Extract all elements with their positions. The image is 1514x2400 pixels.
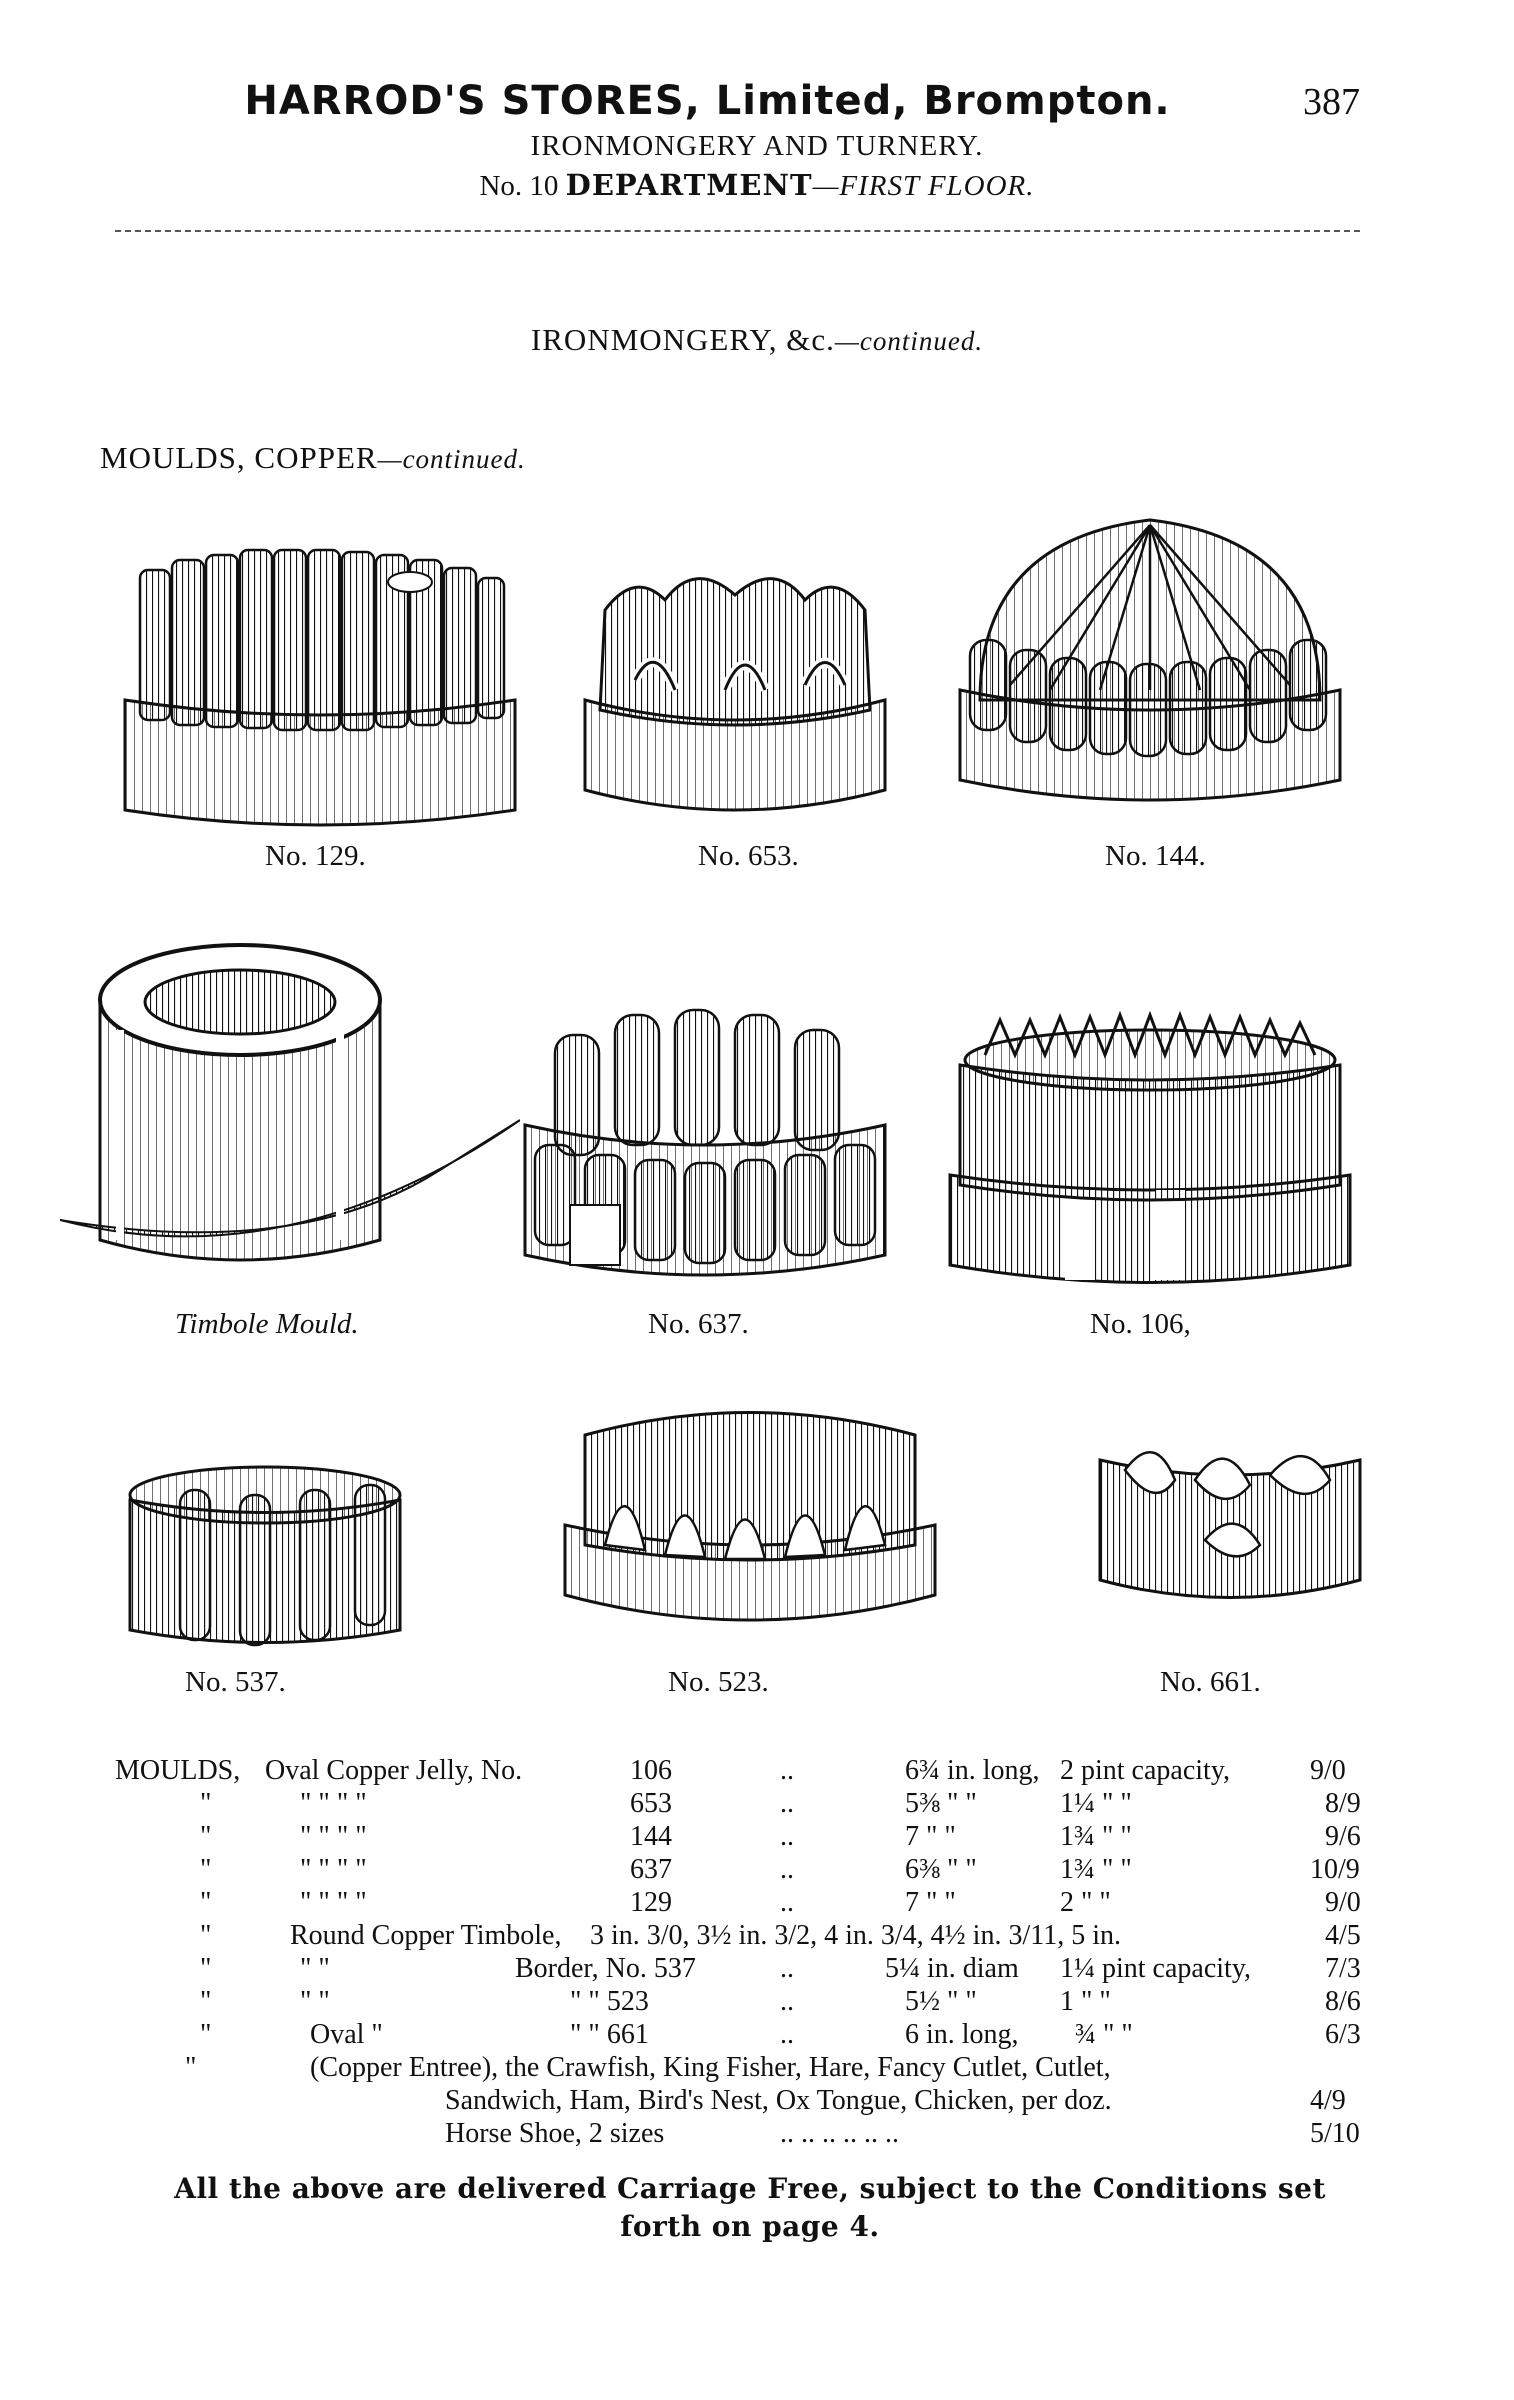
mould-caption: No. 106, — [1090, 1308, 1191, 1340]
page-number: 387 — [1303, 81, 1360, 123]
price-row-capacity: 1¼ pint capacity, — [1060, 1953, 1252, 1984]
price-row-capacity: 2 pint capacity, — [1060, 1755, 1231, 1786]
mould-caption: No. 129. — [265, 840, 366, 872]
price-row-dots: .. — [780, 2019, 794, 2050]
price-row — [0, 1920, 1514, 1956]
price-row — [0, 2085, 1514, 2121]
price-row-prefix: " — [200, 1854, 212, 1885]
price-row-size: 6¾ in. long, — [905, 1755, 1040, 1786]
border-ring-mould-icon — [120, 1440, 410, 1650]
turreted-mould-icon — [515, 995, 895, 1295]
price-row-price: 9/6 — [1325, 1821, 1361, 1852]
price-row-capacity: 1¾ " " — [1060, 1821, 1132, 1852]
price-row-capacity: 1¾ " " — [1060, 1854, 1132, 1885]
price-row — [0, 2019, 1514, 2055]
price-row-dots: .. — [780, 1755, 794, 1786]
price-row-price: 10/9 — [1310, 1854, 1360, 1885]
delivery-note-line1: All the above are delivered Carriage Free, subject to the Conditions set — [174, 2172, 1326, 2205]
price-row-prefix: " — [200, 1788, 212, 1819]
department-floor: —FIRST FLOOR. — [812, 170, 1035, 202]
price-row-price: 9/0 — [1310, 1755, 1346, 1786]
price-row-size: 7 " " — [905, 1887, 956, 1918]
store-name: HARROD'S STORES, Limited, Brompton. — [244, 78, 1171, 124]
price-row-prefix: MOULDS, — [115, 1755, 241, 1786]
price-row — [0, 1953, 1514, 1989]
price-row — [0, 1854, 1514, 1890]
section-title-text: IRONMONGERY, &c. — [530, 322, 835, 357]
price-row-item: " " " " — [300, 1854, 367, 1885]
price-row-price: 8/9 — [1325, 1788, 1361, 1819]
header-rule — [115, 230, 1360, 232]
mould-caption: No. 537. — [185, 1666, 286, 1698]
moulds-heading — [100, 440, 526, 476]
oval-fluted-mould-icon — [945, 1005, 1355, 1295]
page-header — [140, 78, 1360, 128]
price-row-item: " " — [300, 1953, 330, 1984]
price-row-number: " " 523 — [570, 1986, 649, 2017]
price-row-item: " " " " — [300, 1821, 367, 1852]
price-row-price: 8/6 — [1325, 1986, 1361, 2017]
price-row-size: 6 in. long, — [905, 2019, 1019, 2050]
price-row-dots: .. .. .. .. .. .. — [780, 2118, 899, 2149]
price-row — [0, 1755, 1514, 1791]
price-row-price: 6/3 — [1325, 2019, 1361, 2050]
scalloped-crown-mould-icon — [575, 540, 895, 830]
price-row-size: 5⅜ " " — [905, 1788, 977, 1819]
price-row-prefix: " — [200, 1986, 212, 2017]
price-row-item: Round Copper Timbole, — [290, 1920, 562, 1951]
price-row-prefix: " — [200, 2019, 212, 2050]
price-row-item: " " " " — [300, 1788, 367, 1819]
section-title — [0, 322, 1514, 358]
price-row-price: 9/0 — [1325, 1887, 1361, 1918]
price-row — [0, 2118, 1514, 2154]
price-row — [0, 1788, 1514, 1824]
price-row-item: Sandwich, Ham, Bird's Nest, Ox Tongue, Chicken, per doz. — [445, 2085, 1112, 2116]
mould-caption: No. 661. — [1160, 1666, 1261, 1698]
price-row-price: 4/5 — [1325, 1920, 1361, 1951]
price-row-sizes: 3 in. 3/0, 3½ in. 3/2, 4 in. 3/4, 4½ in. 3/11, 5 in. — [590, 1920, 1121, 1951]
oval-shell-mould-icon — [1095, 1420, 1365, 1610]
price-row-number: Border, No. 537 — [515, 1953, 696, 1984]
timbole-mould-icon — [60, 940, 520, 1280]
price-row-price: 7/3 — [1325, 1953, 1361, 1984]
price-row-capacity: 1 " " — [1060, 1986, 1111, 2017]
price-row-size: 7 " " — [905, 1821, 956, 1852]
price-row-number: 637 — [630, 1854, 672, 1885]
price-row-number: 129 — [630, 1887, 672, 1918]
mould-caption: No. 144. — [1105, 840, 1206, 872]
page-subtitle: IRONMONGERY AND TURNERY. — [530, 130, 984, 162]
domed-fluted-mould-icon — [950, 500, 1350, 820]
price-row-item: " " — [300, 1986, 330, 2017]
price-row-dots: .. — [780, 1986, 794, 2017]
moulds-heading-suffix: —continued. — [377, 444, 526, 474]
price-row-prefix: " — [200, 1821, 212, 1852]
price-row-number: 653 — [630, 1788, 672, 1819]
price-row-prefix: " — [185, 2052, 197, 2083]
price-row-capacity: ¾ " " — [1075, 2019, 1133, 2050]
fluted-column-mould-icon — [110, 530, 530, 830]
price-row-item: Horse Shoe, 2 sizes — [445, 2118, 665, 2149]
price-row-price: 4/9 — [1310, 2085, 1346, 2116]
arched-border-mould-icon — [555, 1395, 945, 1645]
price-row-prefix: " — [200, 1953, 212, 1984]
price-row-size: 5¼ in. diam — [885, 1953, 1019, 1984]
section-title-suffix: —continued. — [834, 326, 984, 356]
price-row — [0, 2052, 1514, 2088]
price-row-number: " " 661 — [570, 2019, 649, 2050]
delivery-note — [100, 2170, 1400, 2246]
price-row-number: 106 — [630, 1755, 672, 1786]
moulds-heading-text: MOULDS, COPPER — [100, 440, 378, 475]
price-row-number: 144 — [630, 1821, 672, 1852]
price-row-size: 6⅜ " " — [905, 1854, 977, 1885]
price-row-prefix: " — [200, 1887, 212, 1918]
price-row-price: 5/10 — [1310, 2118, 1360, 2149]
price-row — [0, 1821, 1514, 1857]
mould-caption: No. 637. — [648, 1308, 749, 1340]
price-row-prefix: " — [200, 1920, 212, 1951]
price-row-item: Oval Copper Jelly, No. — [265, 1755, 523, 1786]
department-label: DEPARTMENT — [565, 168, 813, 202]
price-row-size: 5½ " " — [905, 1986, 977, 2017]
delivery-note-line2: forth on page 4. — [620, 2210, 880, 2243]
price-row-item: Oval " — [310, 2019, 383, 2050]
mould-caption: No. 653. — [698, 840, 799, 872]
department-line — [0, 168, 1514, 203]
price-row-item: (Copper Entree), the Crawfish, King Fisher, Hare, Fancy Cutlet, Cutlet, — [310, 2052, 1111, 2083]
price-row-dots: .. — [780, 1821, 794, 1852]
price-row-item: " " " " — [300, 1887, 367, 1918]
mould-caption: No. 523. — [668, 1666, 769, 1698]
price-row-dots: .. — [780, 1953, 794, 1984]
price-row — [0, 1986, 1514, 2022]
price-row-dots: .. — [780, 1887, 794, 1918]
department-number: No. 10 — [479, 170, 559, 202]
price-row-capacity: 1¼ " " — [1060, 1788, 1132, 1819]
price-row-dots: .. — [780, 1854, 794, 1885]
mould-caption: Timbole Mould. — [175, 1308, 359, 1340]
price-row-dots: .. — [780, 1788, 794, 1819]
price-row-capacity: 2 " " — [1060, 1887, 1111, 1918]
price-row — [0, 1887, 1514, 1923]
